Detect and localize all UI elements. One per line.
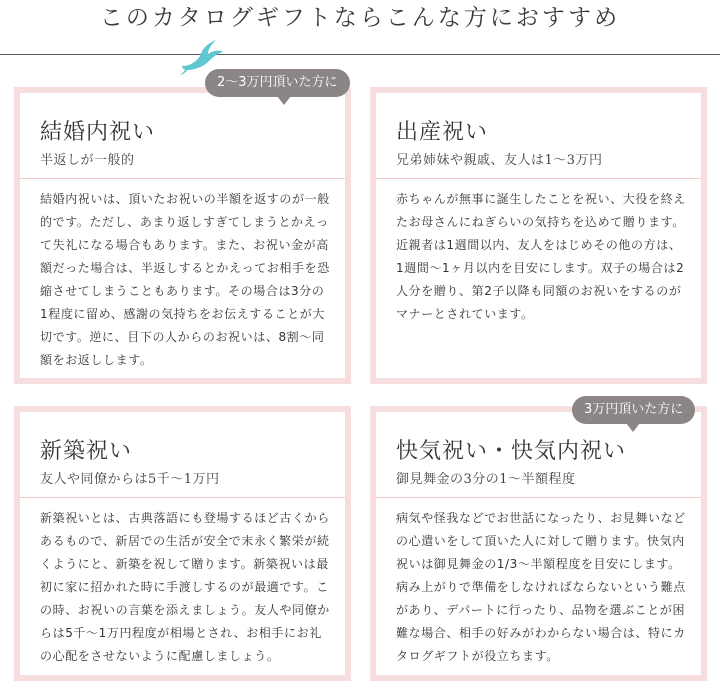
card-subtitle: 御見舞金の3分の1～半額程度 [396,472,576,487]
card-birth [370,87,707,384]
card-recovery [370,406,707,681]
card-subtitle: 友人や同僚からは5千～1万円 [40,472,220,487]
badge-price-range: 2～3万円頂いた方に [205,69,350,97]
card-divider [376,178,701,179]
card-subtitle: 兄弟姉妹や親戚、友人は1～3万円 [396,153,603,168]
card-body: 赤ちゃんが無事に誕生したことを祝い、大役を終えたお母さんにねぎらいの気持ちを込めて贈ります。近親者は1週間以内、友人をはじめその他の方は、1週間～1ヶ月以内を目安にします。双子の場合は2人分を贈り、第2子以降も同額のお祝いをするのがマナーとされています。 [396,192,686,321]
card-title: 新築祝い [40,439,133,464]
card-divider [20,178,345,179]
card-divider [376,497,701,498]
card-subtitle: 半返しが一般的 [40,153,135,168]
card-wedding [14,87,351,384]
page-title: このカタログギフトならこんな方におすすめ [99,5,621,31]
card-divider [20,497,345,498]
card-new-home [14,406,351,681]
title-rule [0,54,720,55]
badge-price: 3万円頂いた方に [572,396,695,424]
card-body: 病気や怪我などでお世話になったり、お見舞いなどの心遣いをして頂いた人に対して贈ります。快気内祝いは御見舞金の1/3～半額程度を目安にします。病み上がりで準備をしなければならないという難点があり、デパートに行ったり、品物を選ぶことが困難な場合、相手の好みがわからない場合は、特にカタログギフトが役立ちます。 [396,511,686,663]
card-title: 出産祝い [396,120,489,145]
card-body: 新築祝いとは、古典落語にも登場するほど古くからあるもので、新居での生活が安全で末永く繁栄が続くようにと、新築を祝して贈ります。新築祝いは最初に家に招かれた時に手渡しするのが最適です。この時、お祝いの言葉を添えましょう。友人や同僚からは5千～1万円程度が相場とされ、お相手にお礼の心配をさせないように配慮しましょう。 [40,511,330,663]
card-title: 結婚内祝い [40,120,156,145]
badge-pointer [626,423,640,432]
card-body: 結婚内祝いは、頂いたお祝いの半額を返すのが一般的です。ただし、あまり返しすぎてしまうとかえって失礼になる場合もあります。また、お祝い金が高額だった場合は、半返しするとかえってお相手を恐縮させてしまうこともあります。その場合は3分の1程度に留め、感謝の気持ちをお伝えすることが大切です。逆に、目下の人からのお祝いは、8割～同額をお返しします。 [40,192,330,367]
card-title: 快気祝い・快気内祝い [396,439,627,464]
badge-pointer [277,96,291,105]
